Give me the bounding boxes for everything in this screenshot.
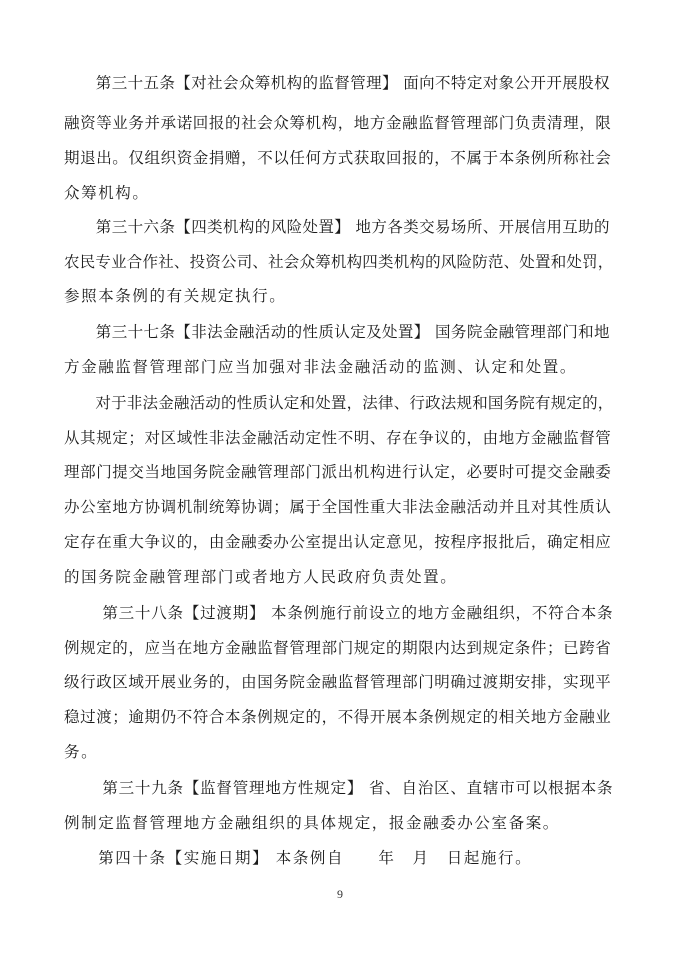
text-line: 众筹机构。 (64, 184, 150, 202)
text-line: 的国务院金融管理部门或者地方人民政府负责处置。 (64, 568, 458, 586)
text-line: 办公室地方协调机制统筹协调；属于全国性重大非法金融活动并且对其性质认 (64, 498, 612, 516)
text-line: 参照本条例的有关规定执行。 (64, 287, 287, 305)
text-line: 第三十六条【四类机构的风险处置】 地方各类交易场所、开展信用互助的 (64, 218, 610, 236)
text-line: 第三十八条【过渡期】 本条例施行前设立的地方金融组织，不符合本条 (64, 604, 614, 622)
text-line: 第四十条【实施日期】 本条例自 年 月 日起施行。 (64, 849, 533, 867)
text-line: 融资等业务并承诺回报的社会众筹机构，地方金融监督管理部门负责清理，限 (64, 114, 612, 132)
text-line: 例规定的，应当在地方金融监督管理部门规定的期限内达到规定条件；已跨省 (64, 639, 612, 657)
text-line: 对于非法金融活动的性质认定和处置，法律、行政法规和国务院有规定的， (64, 394, 614, 412)
text-line: 级行政区域开展业务的，由国务院金融监督管理部门明确过渡期安排，实现平 (64, 673, 612, 691)
text-line: 定存在重大争议的，由金融委办公室提出认定意见，按程序报批后，确定相应 (64, 533, 612, 551)
text-line: 第三十七条【非法金融活动的性质认定及处置】 国务院金融管理部门和地 (64, 323, 610, 341)
text-line: 理部门提交当地国务院金融管理部门派出机构进行认定，必要时可提交金融委 (64, 463, 612, 481)
text-line: 方金融监督管理部门应当加强对非法金融活动的监测、认定和处置。 (64, 358, 578, 376)
text-line: 农民专业合作社、投资公司、社会众筹机构四类机构的风险防范、处置和处罚， (64, 253, 614, 271)
text-line: 从其规定；对区域性非法金融活动定性不明、存在争议的，由地方金融监督管 (64, 429, 612, 447)
text-line: 例制定监督管理地方金融组织的具体规定，报金融委办公室备案。 (64, 814, 560, 832)
page-number: 9 (337, 887, 343, 901)
text-line: 第三十五条【对社会众筹机构的监督管理】 面向不特定对象公开开展股权 (64, 74, 610, 92)
text-line: 第三十九条【监督管理地方性规定】 省、自治区、直辖市可以根据本条 (64, 779, 614, 797)
text-line: 稳过渡；逾期仍不符合本条例规定的，不得开展本条例规定的相关地方金融业 (64, 708, 612, 726)
text-line: 期退出。仅组织资金捐赠，不以任何方式获取回报的，不属于本条例所称社会 (64, 149, 612, 167)
text-line: 务。 (64, 743, 99, 761)
